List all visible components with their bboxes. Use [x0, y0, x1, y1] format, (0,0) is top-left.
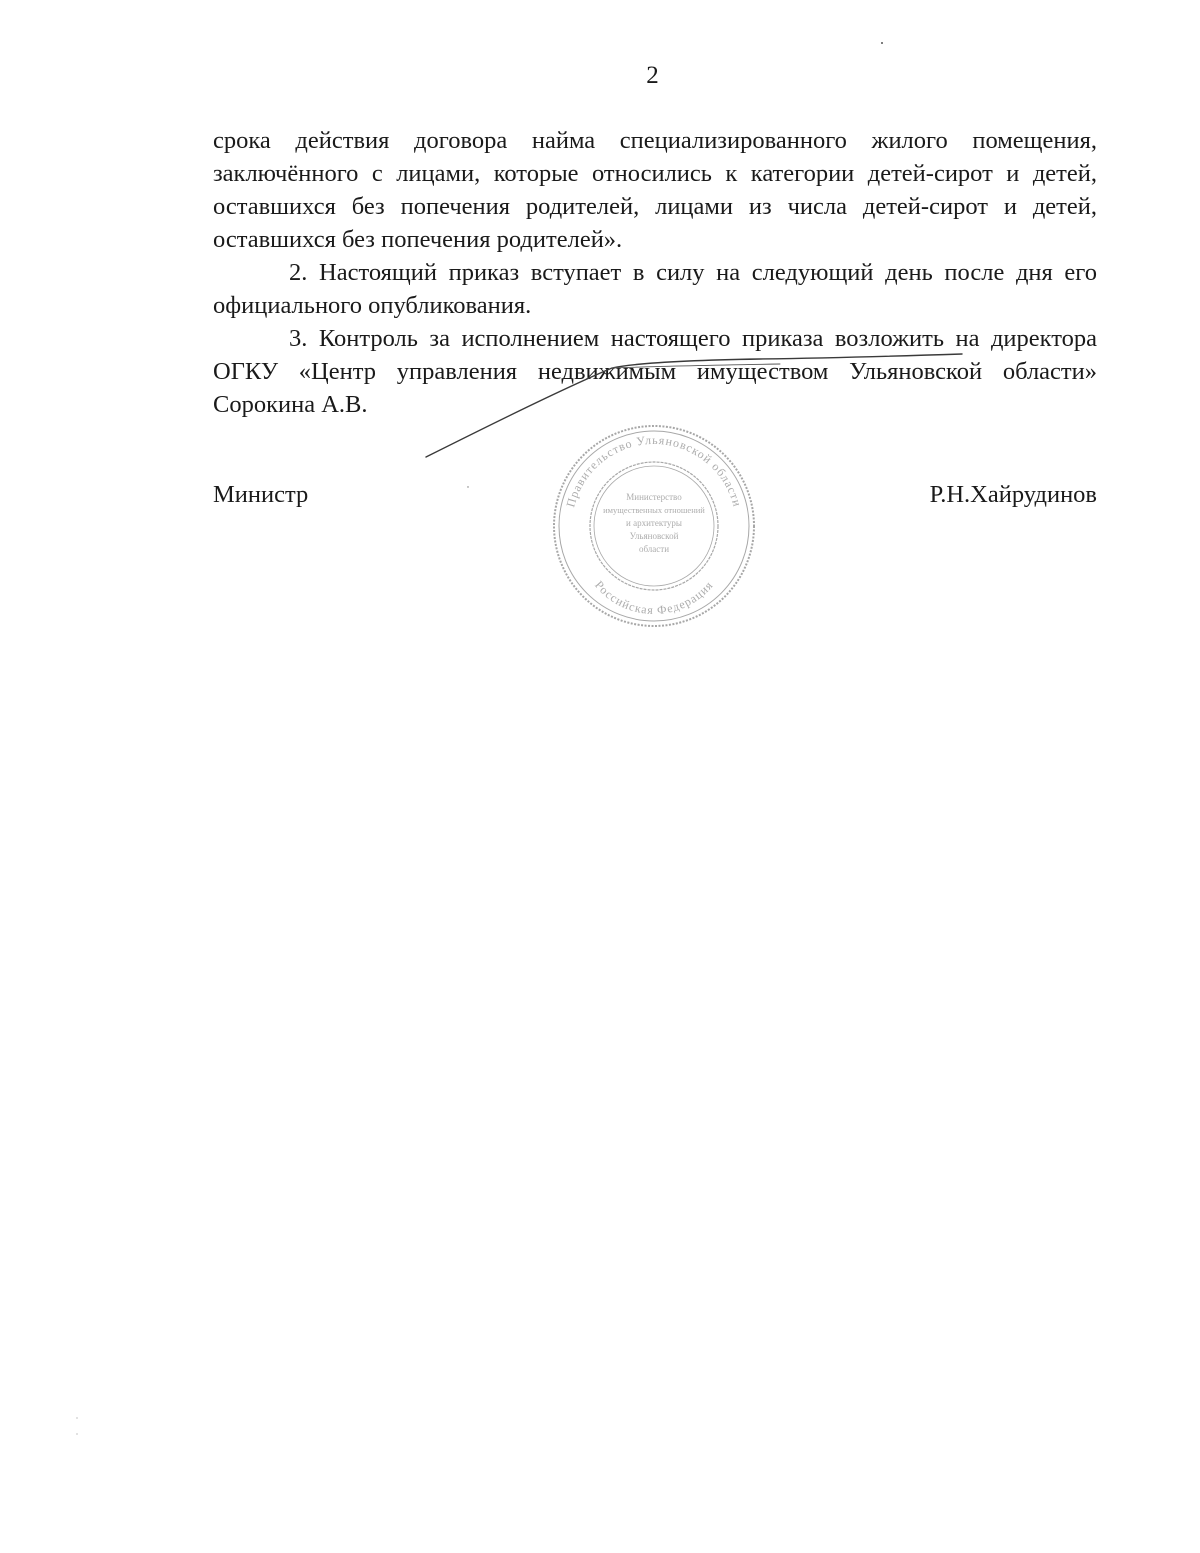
svg-text:Российская Федерация — [592, 578, 716, 617]
paragraph-item-2: 2. Настоящий приказ вступает в силу на следующий день после дня его официального опубликования. — [213, 259, 1097, 319]
seal-inner-line: и архитектуры — [626, 518, 682, 528]
signer-position: Министр — [213, 481, 309, 508]
paragraph-continuation: срока действия договора найма специализированного жилого помещения, заключённого с лицами, которые относились к категории детей-сирот и детей, оставшихся без попечения родителей, лицами из числа детей-сирот и детей, оставшихся без попечения родителей». — [213, 127, 1097, 253]
seal-inner-line: Министерство — [626, 492, 682, 502]
document-body — [213, 124, 1097, 421]
official-seal — [548, 420, 760, 632]
page-number: 2 — [646, 62, 659, 89]
paragraph-item-3: 3. Контроль за исполнением настоящего приказа возложить на директора ОГКУ «Центр управления недвижимым имуществом Ульяновской области» Сорокина А.В. — [213, 325, 1097, 418]
seal-outer-text: Правительство Ульяновской области — [563, 432, 745, 509]
seal-inner-line: Ульяновской — [629, 531, 679, 541]
signer-name: Р.Н.Хайрудинов — [929, 481, 1097, 508]
seal-inner-line: имущественных отношений — [603, 505, 705, 515]
seal-bottom-text: Российская Федерация — [592, 577, 716, 618]
seal-inner-line: области — [638, 544, 670, 554]
